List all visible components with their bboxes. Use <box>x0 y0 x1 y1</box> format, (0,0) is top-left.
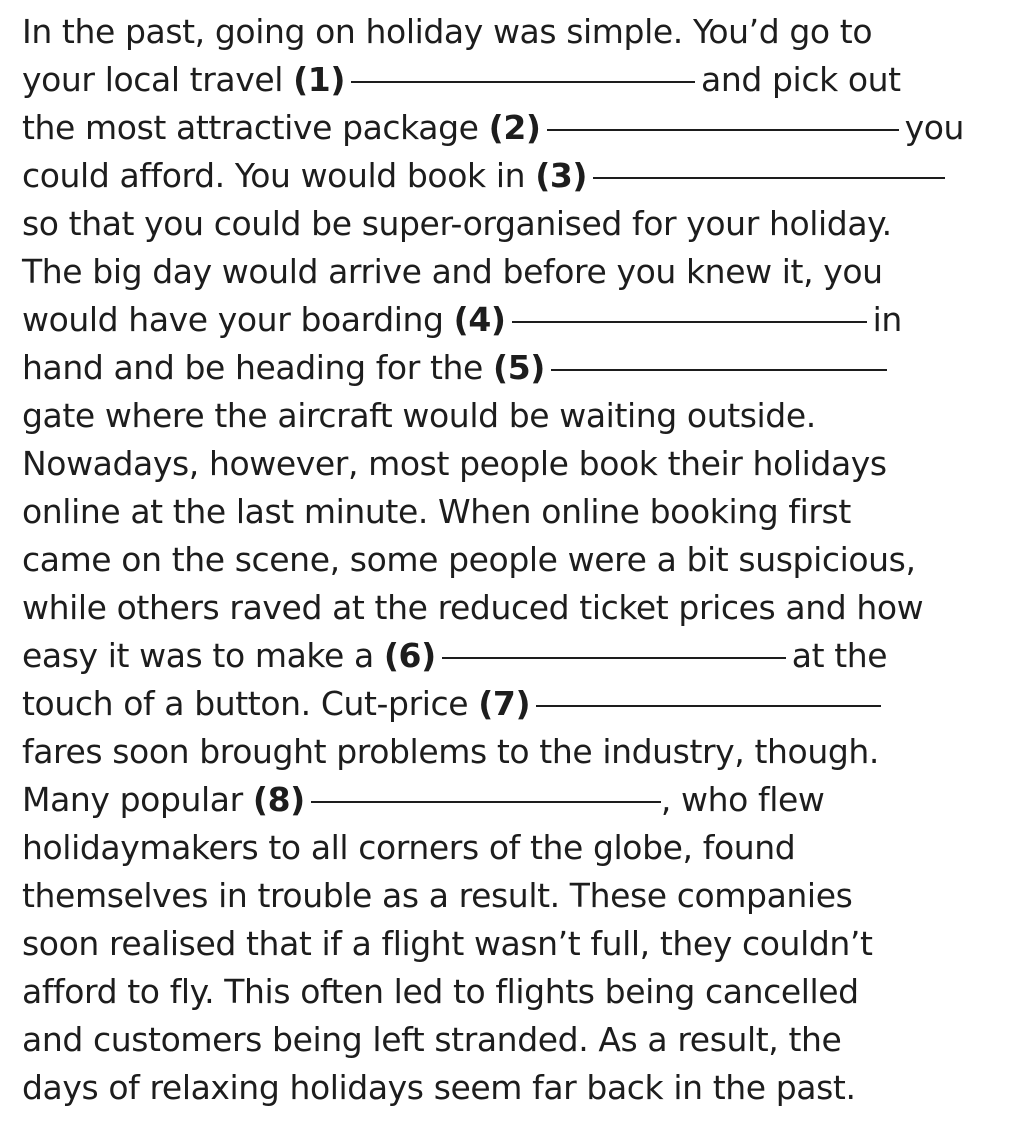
text-line-6 <box>22 248 883 296</box>
gap-number-5: (5) <box>493 348 545 387</box>
line-text: Many popular <box>22 780 253 819</box>
line-text: at the <box>791 636 888 675</box>
text-line-7 <box>22 296 902 344</box>
text-line-19 <box>22 872 852 920</box>
text-line-18 <box>22 824 795 872</box>
text-line-23 <box>22 1064 856 1112</box>
line-text: , who flew <box>660 780 825 819</box>
line-text: easy it was to make a <box>22 636 384 675</box>
line-text: soon realised that if a flight wasn’t full, they couldn’t <box>22 924 873 963</box>
text-line-11 <box>22 488 851 536</box>
text-line-5 <box>22 200 892 248</box>
text-line-17 <box>22 776 824 824</box>
text-line-16 <box>22 728 879 776</box>
line-text: came on the scene, some people were a bit suspicious, <box>22 540 916 579</box>
line-text: themselves in trouble as a result. These companies <box>22 876 853 915</box>
text-line-1 <box>22 8 872 56</box>
line-text: The big day would arrive and before you knew it, you <box>22 252 883 291</box>
text-line-10 <box>22 440 887 488</box>
line-text: In the past, going on holiday was simple. You’d go to <box>22 12 873 51</box>
line-text: could afford. You would book in <box>22 156 536 195</box>
answer-blank-1[interactable] <box>351 81 695 83</box>
answer-blank-2[interactable] <box>547 129 899 131</box>
line-text: Nowadays, however, most people book their holidays <box>22 444 887 483</box>
line-text: gate where the aircraft would be waiting outside. <box>22 396 816 435</box>
text-line-20 <box>22 920 873 968</box>
text-line-15 <box>22 680 887 728</box>
text-line-12 <box>22 536 916 584</box>
text-line-21 <box>22 968 859 1016</box>
text-line-3 <box>22 104 964 152</box>
gap-number-4: (4) <box>453 300 506 339</box>
answer-blank-6[interactable] <box>442 657 786 659</box>
gap-number-3: (3) <box>535 156 588 195</box>
answer-blank-8[interactable] <box>311 801 661 803</box>
text-line-13 <box>22 584 923 632</box>
line-text: fares soon brought problems to the industry, though. <box>22 732 879 771</box>
line-text: afford to fly. This often led to flights being cancelled <box>22 972 859 1011</box>
line-text: hand and be heading for the <box>22 348 494 387</box>
line-text: touch of a button. Cut-price <box>22 684 479 723</box>
line-text: while others raved at the reduced ticket prices and how <box>22 588 924 627</box>
text-line-22 <box>22 1016 841 1064</box>
text-line-4 <box>22 152 951 200</box>
line-text: you <box>904 108 965 147</box>
gap-number-1: (1) <box>293 60 346 99</box>
line-text: online at the last minute. When online booking first <box>22 492 851 531</box>
line-text: so that you could be super-organised for your holiday. <box>22 204 892 243</box>
text-line-14 <box>22 632 887 680</box>
line-text: would have your boarding <box>22 300 454 339</box>
answer-blank-5[interactable] <box>551 369 887 371</box>
gap-number-8: (8) <box>252 780 305 819</box>
answer-blank-3[interactable] <box>593 177 945 179</box>
answer-blank-4[interactable] <box>512 321 867 323</box>
text-line-2 <box>22 56 901 104</box>
line-text: in <box>872 300 902 339</box>
text-line-8 <box>22 344 893 392</box>
line-text: and pick out <box>701 60 901 99</box>
line-text: holidaymakers to all corners of the globe, found <box>22 828 796 867</box>
text-line-9 <box>22 392 816 440</box>
line-text: days of relaxing holidays seem far back in the past. <box>22 1068 856 1107</box>
line-text: and customers being left stranded. As a result, the <box>22 1020 842 1059</box>
gap-number-7: (7) <box>478 684 531 723</box>
line-text: your local travel <box>22 60 294 99</box>
line-text: the most attractive package <box>22 108 489 147</box>
gap-number-6: (6) <box>383 636 436 675</box>
answer-blank-7[interactable] <box>536 705 881 707</box>
gap-number-2: (2) <box>488 108 541 147</box>
